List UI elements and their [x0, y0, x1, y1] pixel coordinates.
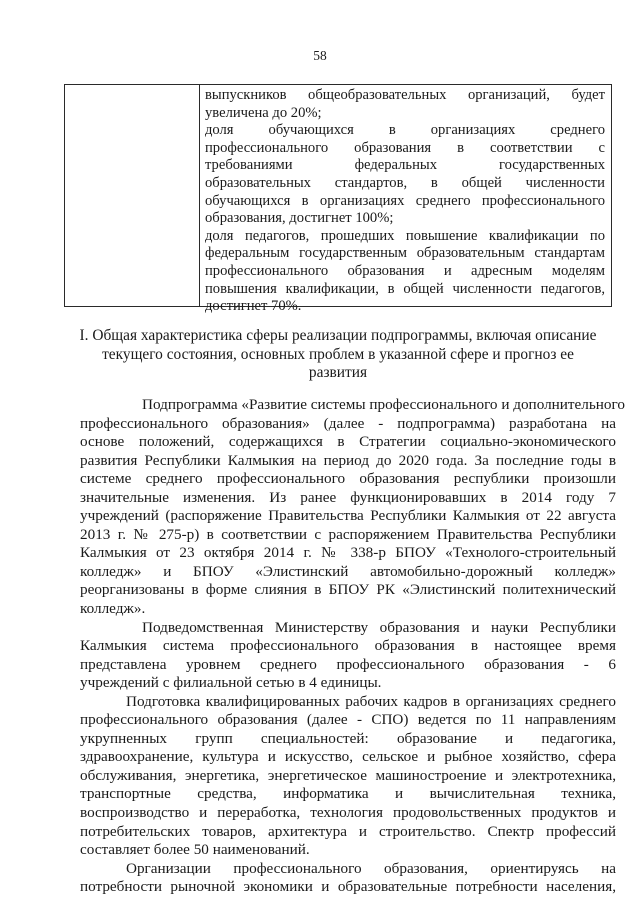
table-line: федеральным государственным образовательным стандартам — [205, 245, 605, 262]
table-line: доля обучающихся в организациях среднего — [205, 122, 605, 139]
paragraph-line: здравоохранение, культура и искусство, сельское и рыбное хозяйство, сфера — [80, 748, 616, 766]
body-text — [80, 396, 625, 897]
paragraph-line: значительные изменения. Из ранее функционировавших в 2014 году 7 — [80, 488, 616, 506]
table-line: профессионального образования и адресным моделям — [205, 262, 605, 279]
table-line: образования, достигнет 100%; — [205, 210, 394, 227]
paragraph-line: колледж» и БПОУ «Элистинский автомобильно-дорожный колледж» — [80, 562, 616, 580]
table-line: обучающихся в организациях среднего профессионального — [205, 192, 605, 209]
table-line: увеличена до 20%; — [205, 104, 322, 121]
paragraph-line: Калмыкия от 23 октября 2014 г. № 338-р БПОУ «Технолого-строительный — [80, 544, 616, 562]
heading-line: развития — [308, 364, 368, 381]
table-line: достигнет 70%. — [205, 298, 302, 315]
section-heading — [64, 327, 612, 383]
paragraph-line: учреждений с филиальной сетью в 4 единицы. — [80, 674, 382, 692]
indicators-table — [64, 84, 612, 315]
paragraph-line: составляет более 50 наименований. — [80, 841, 310, 859]
table-line: выпускников общеобразовательных организаций, будет — [205, 87, 605, 103]
table-line: доля педагогов, прошедших повышение квалификации по — [205, 227, 605, 244]
paragraph-line: потребительских товаров, архитектура и строительство. Спектр профессий — [80, 822, 616, 840]
paragraph-line: системе среднего профессионального образования республики произошли — [80, 470, 616, 488]
table-line: требованиями федеральных государственных — [205, 157, 605, 174]
paragraph-line: представлена уровнем среднего профессионального образования - 6 — [80, 655, 616, 673]
paragraph-line: 2013 г. № 275-р) в соответствии с распоряжением Правительства Республики — [80, 525, 616, 543]
paragraph-line: Калмыкия система профессионального образования в настоящее время — [80, 637, 616, 655]
paragraph-line: колледж». — [80, 600, 146, 618]
paragraph-line: Подготовка квалифицированных рабочих кадров в организациях среднего — [126, 692, 616, 710]
paragraph-line: транспортные средства, информатика и вычислительная техника, — [80, 785, 616, 803]
paragraph-line: укрупненных групп специальностей: образование и педагогика, — [80, 729, 616, 747]
paragraph-line: Организации профессионального образования, ориентируясь на — [126, 859, 616, 877]
heading-line: I. Общая характеристика сферы реализации подпрограммы, включая описание — [79, 327, 597, 344]
paragraph-line: профессионального образования» (далее - подпрограмма) разработана на — [80, 414, 616, 432]
paragraph-line: реорганизованы в форме слияния в БПОУ РК «Элистинский политехнический — [80, 581, 616, 599]
table-right-cell — [205, 87, 605, 316]
page-number: 58 — [313, 48, 327, 63]
paragraph-line: учреждений (распоряжение Правительства Республики Калмыкия от 22 августа — [80, 507, 616, 525]
paragraph-line: развития Республики Калмыкия на период до 2020 года. За последние годы в — [80, 451, 616, 469]
paragraph-line: профессионального образования (далее - СПО) ведется по 11 направлениям — [80, 711, 616, 729]
heading-line: текущего состояния, основных проблем в указанной сфере и прогноз ее — [102, 345, 574, 363]
table-line: образовательных стандартов, в общей численности — [205, 174, 605, 191]
paragraph-line: обслуживания, энергетика, энергетическое машиностроение и электротехника, — [80, 766, 616, 784]
table-line: повышения квалификации, в общей численности педагогов, — [205, 280, 605, 297]
paragraph-line: потребности рыночной экономики и образовательные потребности населения, — [80, 878, 616, 896]
paragraph-line: воспроизводство и переработка, технология продовольственных продуктов и — [80, 804, 616, 822]
paragraph-line: основе положений, содержащихся в Стратегии социально-экономического — [80, 433, 616, 451]
table-left-cell — [65, 85, 200, 306]
table-line: профессионального образования в соответствии с — [205, 139, 605, 156]
paragraph-line: Подведомственная Министерству образования и науки Республики — [142, 618, 616, 636]
paragraph-line: Подпрограмма «Развитие системы профессионального и дополнительного — [142, 396, 625, 413]
